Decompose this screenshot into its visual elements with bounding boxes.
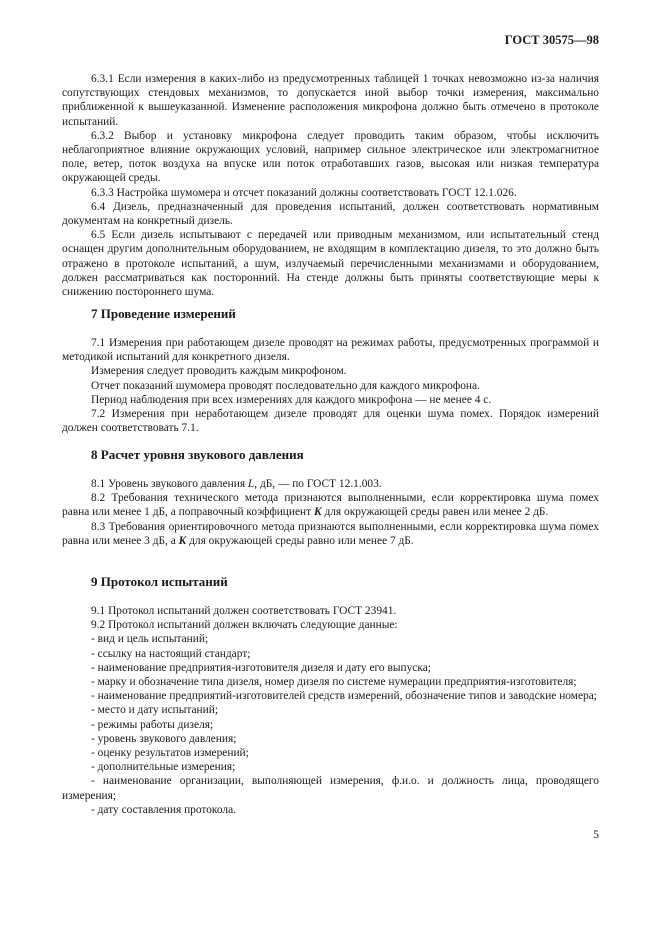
list-item: - вид и цель испытаний;	[91, 633, 209, 646]
paragraph-8-2	[62, 491, 599, 519]
list-item: - место и дату испытаний;	[91, 704, 219, 717]
page-number: 5	[593, 829, 599, 841]
paragraph-6-4: 6.4 Дизель, предназначенный для проведения испытаний, должен соответствовать нормативным документам на конкретный дизель.	[62, 200, 599, 228]
list-item: - наименование организации, выполняющей измерения, ф.и.о. и должность лица, проводящего измерения;	[62, 775, 599, 802]
document-code-header: ГОСТ 30575—98	[504, 33, 599, 47]
list-item: - дату составления протокола.	[91, 803, 237, 816]
list-item: - наименование предприятий-изготовителей средств измерений, обозначение типов и заводские номера;	[91, 690, 597, 703]
paragraph-8-3	[62, 520, 599, 548]
section-9	[62, 574, 599, 817]
list-item: - режимы работы дизеля;	[91, 718, 214, 731]
variable-k-2: K	[178, 534, 187, 547]
paragraph-8-3-text-b: для окружающей среды равно или менее 7 дБ.	[186, 534, 414, 547]
paragraph-9-2: 9.2 Протокол испытаний должен включать следующие данные:	[91, 619, 398, 632]
variable-k: K	[313, 506, 322, 519]
paragraph-7-1-a: Измерения следует проводить каждым микрофоном.	[91, 365, 347, 378]
paragraph-6-5: 6.5 Если дизель испытывают с передачей или приводным механизмом, или испытательный стенд оснащен другим дополнительным оборудованием, не входящим в комплектацию дизеля, то это должно быть отражено в протоколе испытаний, а шум, излучаемый перечисленными механизмами и оборудованием, должен рассматриваться как посторонний. На стенде должны быть приняты соответствующие меры к снижению постороннего шума.	[62, 229, 599, 299]
list-item: - наименование предприятия-изготовителя дизеля и дату его выпуска;	[91, 661, 431, 674]
variable-l: L	[247, 478, 255, 490]
list-item: - марку и обозначение типа дизеля, номер дизеля по системе нумерации предприятия-изготовителя;	[91, 676, 577, 689]
paragraph-6-3-2: 6.3.2 Выбор и установку микрофона следует проводить таким образом, чтобы исключить неблагоприятное влияние окружающих условий, например сильное электрическое или электромагнитное поле, ветер, поток воздуха на впуске или поток отработавших газов, высокая или низкая температура окружающей среды.	[62, 129, 599, 185]
list-item: - дополнительные измерения;	[91, 761, 236, 774]
section-8-title: 8 Расчет уровня звукового давления	[91, 447, 304, 462]
paragraph-8-3-text-a: 8.3 Требования ориентировочного метода признаются выполненными, если корректировка шума помех равна или менее 3 дБ, а	[62, 520, 599, 547]
section-7	[62, 306, 599, 435]
paragraph-8-2-text-a: 8.2 Требования технического метода признаются выполненными, если корректировка шума помех равна или менее 1 дБ, а поправочный коэффициент	[62, 492, 599, 519]
paragraph-8-2-text-b: для окружающей среды равен или менее 2 дБ.	[321, 506, 549, 519]
section-6-continuation	[62, 72, 599, 299]
paragraph-7-1-c: Период наблюдения при всех измерениях для каждого микрофона — не менее 4 с.	[91, 393, 492, 406]
section-9-title: 9 Протокол испытаний	[91, 574, 228, 589]
section-8	[62, 447, 599, 548]
list-item: - оценку результатов измерений;	[91, 747, 249, 760]
list-item: - уровень звукового давления;	[91, 732, 237, 745]
paragraph-7-2: 7.2 Измерения при неработающем дизеле проводят для оценки шума помех. Порядок измерений должен соответствовать 7.1.	[62, 408, 599, 435]
paragraph-8-1-text-a: 8.1 Уровень звукового давления	[91, 478, 248, 490]
section-7-title: 7 Проведение измерений	[91, 306, 236, 321]
paragraph-7-1: 7.1 Измерения при работающем дизеле проводят на режимах работы, предусмотренных программой и методикой испытаний для конкретного дизеля.	[62, 337, 599, 364]
paragraph-6-3-1: 6.3.1 Если измерения в каких-либо из предусмотренных таблицей 1 точках невозможно из-за наличия сопутствующих стендовых механизмов, то допускается иной выбор точки измерения, максимально приближенной к вышеуказанной. Изменение расположения микрофона должно быть отмечено в протоколе испытаний.	[62, 73, 599, 128]
paragraph-8-1-text-b: , дБ, — по ГОСТ 12.1.003.	[254, 478, 382, 490]
list-item: - ссылку на настоящий стандарт;	[91, 647, 251, 660]
paragraph-6-3-3: 6.3.3 Настройка шумомера и отсчет показаний должны соответствовать ГОСТ 12.1.026.	[91, 186, 517, 199]
paragraph-7-1-b: Отчет показаний шумомера проводят последовательно для каждого микрофона.	[91, 379, 480, 392]
paragraph-9-1: 9.1 Протокол испытаний должен соответствовать ГОСТ 23941.	[91, 605, 397, 617]
paragraph-8-1	[62, 477, 599, 491]
